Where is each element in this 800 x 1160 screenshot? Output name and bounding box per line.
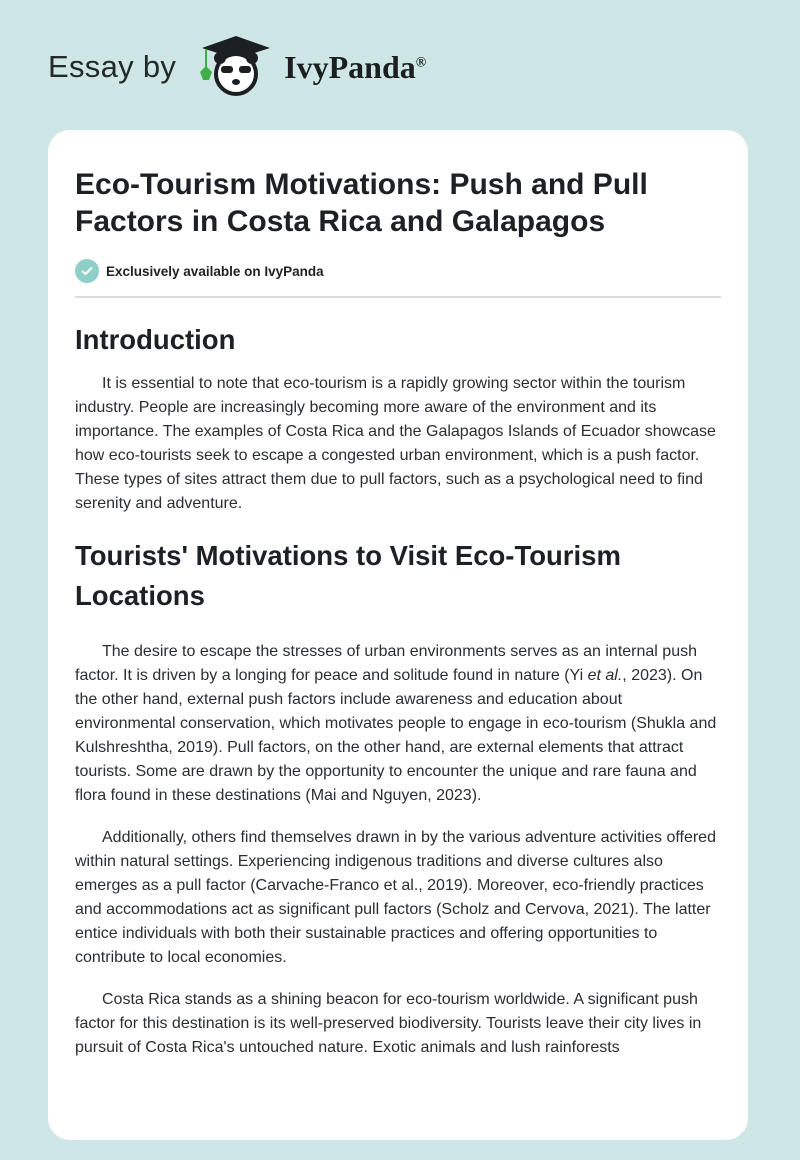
brand-text: IvyPanda [284, 48, 416, 85]
registered-mark: ® [415, 54, 427, 70]
page-title: Eco-Tourism Motivations: Push and Pull Factors in Costa Rica and Galapagos [75, 168, 648, 238]
paragraph: Additionally, others find themselves drawn in by the various adventure activities offered within natural settings. Experiencing indigenous traditions and diverse cultures also emerges as a pull factor (Carvache-Franco et al., 2019). Moreover, eco-friendly practices and accommodations act as significant pull factors (Scholz and Cervova, 2021). The latter entice individuals with both their sustainable practices and offering opportunities to contribute to local economies. [75, 829, 716, 966]
badge-text: Exclusively available on IvyPanda [106, 263, 324, 279]
section-heading: Tourists' Motivations to Visit Eco-Tourism Locations [75, 540, 621, 611]
paragraph-text: The desire to escape the stresses of urban environments serves as an internal push factor. It is driven by a longing for peace and solitude found in nature (Yi [75, 643, 697, 684]
site-header [48, 34, 426, 100]
paragraph: Costa Rica stands as a shining beacon for eco-tourism worldwide. A significant push factor for this destination is its well-preserved biodiversity. Tourists leave their city lives in pursuit of Costa Rica's untouched nature. Exotic animals and lush rainforests [75, 991, 702, 1056]
brand-name[interactable] [284, 49, 426, 86]
essay-card [48, 130, 748, 1140]
panda-logo-icon[interactable] [194, 32, 274, 103]
exclusive-badge [75, 259, 721, 283]
divider [75, 296, 721, 298]
paragraph [75, 640, 721, 808]
paragraph-text: , 2023). On the other hand, external push factors include awareness and education about environmental conservation, which motivates people to engage in eco-tourism (Shukla and Kulshreshtha, 2019). Pull factors, on the other hand, are external elements that attract tourists. Some are drawn by the opportunity to encounter the unique and rare fauna and flora found in these destinations (Mai and Nguyen, 2023). [75, 667, 717, 804]
essay-by-label: Essay by [48, 49, 177, 84]
paragraph: It is essential to note that eco-tourism is a rapidly growing sector within the tourism industry. People are increasingly becoming more aware of the environment and its importance. The examples of Costa Rica and the Galapagos Islands of Ecuador showcase how eco-tourists seek to escape a congested urban environment, which is a push factor. These types of sites attract them due to pull factors, such as a psychological need to find serenity and adventure. [75, 375, 716, 512]
section-heading: Introduction [75, 324, 236, 355]
check-icon [75, 259, 99, 283]
paragraph-italic: et al. [587, 667, 623, 684]
